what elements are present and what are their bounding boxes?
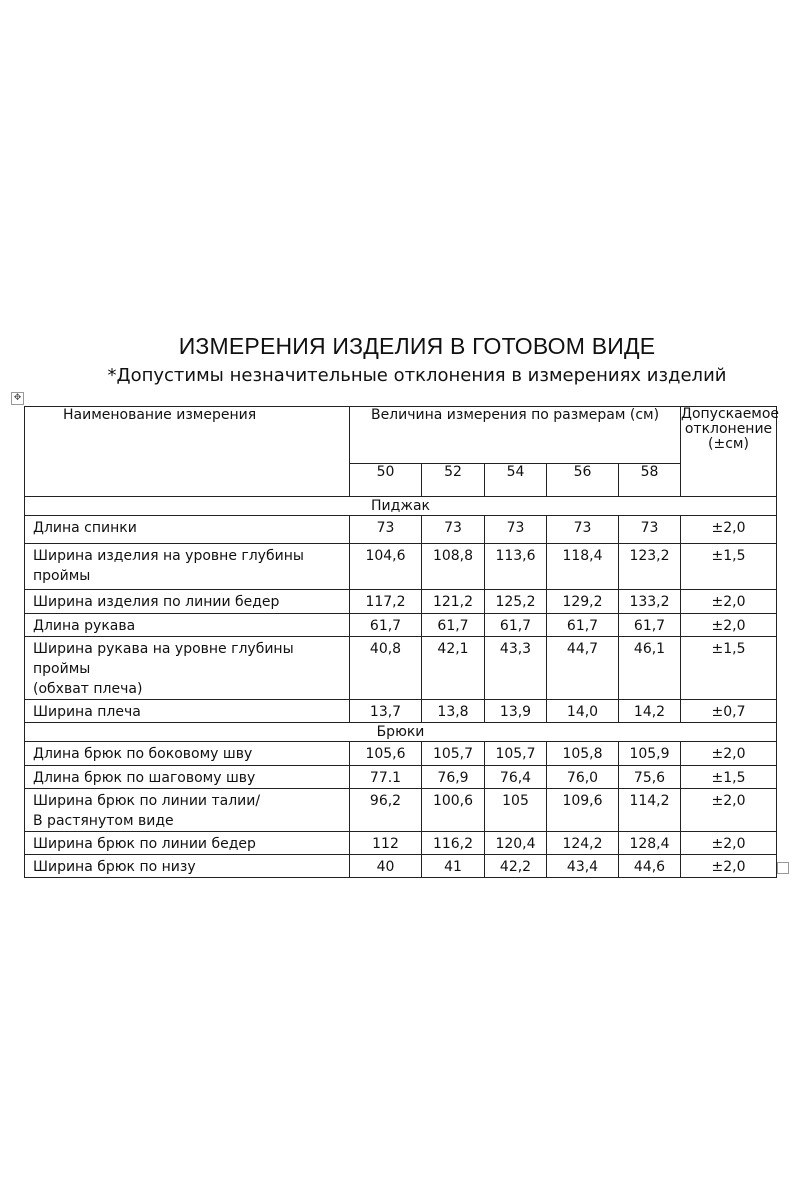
measurement-value-size-56: 118,4 — [547, 544, 619, 590]
size-header: 52 — [422, 464, 485, 497]
tolerance-value: ±2,0 — [681, 516, 777, 544]
size-header: 54 — [485, 464, 547, 497]
measurement-value-size-58: 105,9 — [619, 742, 681, 766]
measurement-value-size-58: 14,2 — [619, 700, 681, 723]
measurement-value-size-54: 13,9 — [485, 700, 547, 723]
measurement-name — [25, 590, 350, 614]
measurement-name-line: Ширина изделия на уровне глубины — [33, 548, 304, 564]
measurement-name — [25, 700, 350, 723]
tolerance-value: ±1,5 — [681, 544, 777, 590]
header-sizes-caption: Величина измерения по размерам (см) — [350, 407, 681, 464]
measurement-name-line: Ширина брюк по низу — [33, 859, 196, 875]
measurement-value-size-54: 105,7 — [485, 742, 547, 766]
measurement-name — [25, 832, 350, 855]
section-row-jacket — [25, 497, 777, 516]
measurement-value-size-54: 73 — [485, 516, 547, 544]
measurement-name — [25, 637, 350, 700]
measurement-value-size-56: 43,4 — [547, 855, 619, 878]
measurement-value-size-56: 129,2 — [547, 590, 619, 614]
measurement-value-size-58: 75,6 — [619, 766, 681, 789]
table-row — [25, 742, 777, 766]
measurement-value-size-54: 61,7 — [485, 614, 547, 637]
measurement-value-size-52: 76,9 — [422, 766, 485, 789]
tolerance-value: ±2,0 — [681, 832, 777, 855]
measurement-value-size-54: 120,4 — [485, 832, 547, 855]
measurement-name-line: Ширина плеча — [33, 704, 141, 720]
measurement-value-size-58: 114,2 — [619, 789, 681, 832]
measurement-value-size-58: 46,1 — [619, 637, 681, 700]
measurement-name-line: Длина спинки — [33, 520, 137, 536]
header-tolerance-line1: Допускаемое — [681, 406, 780, 422]
header-tolerance-line2: отклонение — [684, 421, 773, 437]
measurement-value-size-52: 105,7 — [422, 742, 485, 766]
measurement-value-size-58: 73 — [619, 516, 681, 544]
tolerance-value: ±2,0 — [681, 855, 777, 878]
header-tolerance-line3: (±см) — [708, 436, 749, 452]
measurement-value-size-56: 76,0 — [547, 766, 619, 789]
measurement-value-size-52: 73 — [422, 516, 485, 544]
size-header: 58 — [619, 464, 681, 497]
measurement-value-size-56: 14,0 — [547, 700, 619, 723]
section-title: Брюки — [25, 723, 777, 742]
measurement-name-line: Ширина рукава на уровне глубины проймы — [33, 641, 294, 677]
measurement-value-size-58: 123,2 — [619, 544, 681, 590]
measurement-value-size-50: 104,6 — [350, 544, 422, 590]
measurement-value-size-50: 61,7 — [350, 614, 422, 637]
measurement-value-size-54: 43,3 — [485, 637, 547, 700]
measurement-name-line: Длина брюк по шаговому шву — [33, 770, 256, 786]
measurement-value-size-58: 61,7 — [619, 614, 681, 637]
measurement-value-size-52: 41 — [422, 855, 485, 878]
table-move-handle-icon[interactable]: ✥ — [11, 392, 24, 405]
measurement-name — [25, 614, 350, 637]
table-row — [25, 637, 777, 700]
page-subtitle: *Допустимы незначительные отклонения в измерениях изделий — [107, 365, 727, 386]
measurement-value-size-56: 44,7 — [547, 637, 619, 700]
table-resize-handle[interactable] — [777, 862, 789, 874]
measurement-value-size-50: 73 — [350, 516, 422, 544]
header-row — [25, 407, 777, 464]
measurement-value-size-56: 61,7 — [547, 614, 619, 637]
tolerance-value: ±2,0 — [681, 590, 777, 614]
measurement-value-size-54: 125,2 — [485, 590, 547, 614]
measurement-value-size-52: 42,1 — [422, 637, 485, 700]
measurement-name — [25, 789, 350, 832]
tolerance-value: ±1,5 — [681, 766, 777, 789]
measurement-value-size-50: 112 — [350, 832, 422, 855]
measurements-table — [24, 406, 780, 878]
table-row — [25, 516, 777, 544]
measurement-name-line: Ширина брюк по линии талии/ — [33, 793, 261, 809]
header-tolerance — [681, 406, 780, 497]
measurement-value-size-54: 105 — [485, 789, 547, 832]
tolerance-value: ±2,0 — [681, 614, 777, 637]
table-row — [25, 789, 777, 832]
table-row — [25, 855, 777, 878]
table-row — [25, 700, 777, 723]
measurement-value-size-58: 133,2 — [619, 590, 681, 614]
tolerance-value: ±2,0 — [681, 742, 777, 766]
size-header: 56 — [547, 464, 619, 497]
measurement-value-size-54: 76,4 — [485, 766, 547, 789]
table-row — [25, 614, 777, 637]
measurement-value-size-52: 100,6 — [422, 789, 485, 832]
measurement-value-size-58: 44,6 — [619, 855, 681, 878]
measurement-name-line: проймы — [33, 568, 91, 584]
measurement-value-size-52: 13,8 — [422, 700, 485, 723]
tolerance-value: ±1,5 — [681, 637, 777, 700]
measurement-value-size-50: 40,8 — [350, 637, 422, 700]
measurement-name — [25, 766, 350, 789]
tolerance-value: ±0,7 — [681, 700, 777, 723]
measurement-value-size-52: 108,8 — [422, 544, 485, 590]
measurement-value-size-54: 113,6 — [485, 544, 547, 590]
table-row — [25, 766, 777, 789]
measurement-name-line: Ширина изделия по линии бедер — [33, 594, 280, 610]
measurement-name-line: Длина рукава — [33, 618, 136, 634]
measurement-name-line: В растянутом виде — [33, 813, 174, 829]
measurement-name-line: Ширина брюк по линии бедер — [33, 836, 256, 852]
size-header: 50 — [350, 464, 422, 497]
measurement-value-size-52: 121,2 — [422, 590, 485, 614]
table-row — [25, 832, 777, 855]
measurement-value-size-50: 105,6 — [350, 742, 422, 766]
table-row — [25, 544, 777, 590]
measurement-name — [25, 544, 350, 590]
header-name: Наименование измерения — [25, 407, 350, 497]
measurement-name-line: (обхват плеча) — [33, 681, 143, 697]
table-row — [25, 590, 777, 614]
measurement-value-size-58: 128,4 — [619, 832, 681, 855]
measurement-value-size-52: 116,2 — [422, 832, 485, 855]
measurement-name — [25, 855, 350, 878]
measurement-value-size-50: 96,2 — [350, 789, 422, 832]
measurement-name — [25, 516, 350, 544]
measurement-value-size-50: 40 — [350, 855, 422, 878]
section-row-trousers — [25, 723, 777, 742]
measurement-value-size-56: 124,2 — [547, 832, 619, 855]
measurement-name-line: Длина брюк по боковому шву — [33, 746, 253, 762]
measurement-value-size-50: 13,7 — [350, 700, 422, 723]
tolerance-value: ±2,0 — [681, 789, 777, 832]
measurement-value-size-56: 109,6 — [547, 789, 619, 832]
page-title: ИЗМЕРЕНИЯ ИЗДЕЛИЯ В ГОТОВОМ ВИДЕ — [178, 333, 656, 359]
measurement-value-size-52: 61,7 — [422, 614, 485, 637]
measurement-name — [25, 742, 350, 766]
section-title: Пиджак — [25, 497, 777, 516]
measurement-value-size-54: 42,2 — [485, 855, 547, 878]
measurement-value-size-50: 77.1 — [350, 766, 422, 789]
measurement-value-size-56: 73 — [547, 516, 619, 544]
measurement-value-size-56: 105,8 — [547, 742, 619, 766]
measurement-value-size-50: 117,2 — [350, 590, 422, 614]
